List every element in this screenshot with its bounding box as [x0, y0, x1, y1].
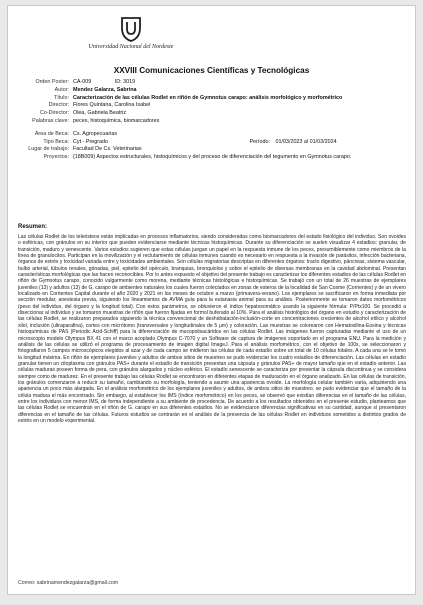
- director-label: Director:: [48, 102, 69, 109]
- poster-metadata: [13, 79, 411, 162]
- resumen-heading: Resumen:: [18, 224, 48, 230]
- meta-row-tipo: [13, 139, 411, 145]
- university-crest-icon: [120, 16, 142, 42]
- tipo-label: Tipo Beca:: [43, 138, 69, 145]
- autor-value: Mendez Galarza, Sabrina: [73, 86, 137, 93]
- autor-label: Autor:: [54, 86, 69, 93]
- document-page: [7, 5, 416, 595]
- meta-row-director: [13, 102, 411, 108]
- meta-row-autor: [13, 87, 411, 93]
- meta-row-palabras: [13, 118, 411, 124]
- meta-row-proyectos: [13, 154, 411, 160]
- lugar-label: Lugar de trabajo:: [28, 146, 69, 153]
- meta-row-codirector: [13, 110, 411, 116]
- poster-id: ID: 3019: [114, 79, 136, 85]
- palabras-label: Palabras clave:: [32, 117, 69, 124]
- meta-row-lugar: [13, 146, 411, 152]
- orden-value: CA-009: [73, 79, 92, 85]
- titulo-value: Caracterización de las células Rodlet en riñón de Gymnotus carapo: análisis morfológico y morfométrico: [73, 94, 343, 101]
- proyectos-value: (18B009) Aspectos estructurales, histoquímicos y del proceso de diferenciación del tegumento en Gymnotus carapo.: [73, 154, 352, 161]
- orden-label: Orden Poster:: [35, 79, 69, 85]
- university-logo: [86, 16, 176, 62]
- tipo-value: Cyt - Pregrado: [73, 138, 109, 145]
- area-value: Cs. Agropecuarias: [73, 130, 118, 137]
- codirector-label: Co-Director:: [39, 110, 69, 117]
- proyectos-label: Proyectos:: [43, 154, 69, 161]
- conference-title: XXVIII Comunicaciones Científicas y Tecnológicas: [113, 66, 310, 75]
- contact-email: Correo: sabrinamendezgalarza@gmail.com: [18, 580, 119, 586]
- codirector-value: Olea, Gabriela Beatriz: [73, 110, 127, 117]
- resumen-body: Las células Rodlet de los teleósteos están implicadas en procesos inflamatorios, siendo consideradas como biomarcadores del estado fisiológico del individuo. Son ovoides o esféricas, con gránulos en su interior que pueden evidenciarse mediante técnicas histoquímicas. Durante su diferenciación se suelen visualizar 4 estadios: granular, de transición, maduro y senescente. Varios estudios sugieren que estas células juegan un papel en la respuesta inmune de los peces, presumiblemente como miembros de la línea de granulocitos. Participan en la movilización y el reclutamiento de células inmunes cuando es necesario en respuesta a la invasión de parásitos, infección bacteriana, órganos de estrés y toxicidad variada entre y toxicidades ambientales. Son células migratorias descriptas en diferentes órganos: tracto digestivo, páncreas, sistema vascular, bulbo arterial, túbulos renales, gónadas, piel, epitelio del opérculo, branquias, bronquiolos y sobre el epitelio de diversas membranas en la cavidad abdominal. Presentan características morfológicas que las hacen reconocibles. Por lo antes expuesto el objetivo del presente trabajo es caracterizar los diferentes estadios de las células Rodlet en riñón de Gymnotus carapo, conocido vulgarmente como morena, mediante técnicas histológicas e histoquímicas. Se trabajó con un total de 26 muestras de ejemplares juveniles (13) y adultos (13) de G. carapo de ambientes naturales los cuales fueron colectados en zonas de esteros de la localidad de San Cosme (Corrientes) y de un vivero localizado en Corrientes Capital durante el año 2020 y 2021 en los meses de octubre a marzo (primavera-verano). Los ejemplares se sacrificaron en forma inmediata por sección medular, anestesia previa, siguiendo los lineamientos de AVMA guía para la eutanasia animal para su análisis. Posteriormente se tomaron datos morfométricos (peso del individuo, del órgano y la longitud total). Con estos parámetros, se obtuvieron el índice hepatosomático usando la siguiente fórmula: P/Ptx100. Se procedió a diseccionar al individuo y se tomaron muestras de riñón que fueron fijadas en formol buferado al 10%. Para el análisis histológico del órgano en estudio y caracterización de las células Rodlet, se realizaron preparados siguiendo la técnica convencional de deshidratación-inclusión-corte en concentraciones crecientes de alcohol etílico y alcohol xilol, inclusión (ultraparafina), cortes con micrótomo (transversales y longitudinales de 5 µm) y coloración. Las muestras se colorearon con Hematoxilina-Eosina y técnicas histoquímicas de PAS (Periodic Acid-Schiff) para la diferenciación de mucopolisacáridos en las células Rodlet. Las imágenes fueron capturadas mediante el uso de un microscopio modelo Olympus BX 41 con el marco acoplado Olympus C-7070 y un Software de captura de imágenes soportado en el programa ENU. Para la medición y análisis de las células se utilizó el programa de procesamiento de imagen digital ImageJ. Para el análisis morfométrico, con el objetivo de 100x, se seleccionaron y fotografiaron 5 campos microscópicos elegidos al azar y de cada campo se midieron las células de cada estadío sobre un total de 10 células totales. A cada una se le tomó la longitud máxima. En riñón de ejemplares juveniles y adultos de ambos sitios de muestreo se pudo evidenciar los cuatro estadios de diferenciación. Las células en estadio granular tienen un citoplasma con gránulos PAS+ durante el estadío de transición presentan una cápsula y gránulos PAS+ de mayor tamaño que en el estadío anterior. Las células maduras poseen forma de pera, con gránulos alargados y núcleo esférico. El estadío senescente se caracteriza por presentar la cápsula discontinua y se considera siempre como de madurez. En el presente trabajo las células Rodlet se encontraron en diferentes etapas de maduración en el órgano analizado. En las células de transición, los gránulos comenzaron a reducir su tamaño, cambiando su morfología, teniendo a asumir una apariencia ovoide. La morfología celular también varía, adquiriendo una apariencia un poco más alargada. En el análisis morfométrico de los ejemplares juveniles y adultos, de ambos sitios de muestreo, se pudo evidenciar que el tamaño de la célula madura el más encontrado. Sin embargo, al establecer los IMS (índice morfométrico) en los peces, se observó que existían diferencias en el tamaño de las células, entre los individuos con menor IMS, de forma independiente a su ambiente de procedencia. De acuerdo a los resultados obtenidos en el presente estudio, planteamos que las células Rodlet se encuentran en el riñón de G. carapo en sus diferentes estadios. No se evidenciaron diferencias significativas en su cantidad, aunque sí presentaron diferencias en el tamaño de las células. Futuros estudios se centrarán en el análisis de la presencia de las células Rodlet en individuos sometidos a distintos grados de estrés en un modelo experimental.: [18, 234, 406, 424]
- titulo-label: Título:: [54, 94, 69, 101]
- palabras-value: peces, histoquímica, biomarcadores: [73, 117, 160, 124]
- lugar-value: Facultad De Cs. Veterinarias: [73, 146, 142, 153]
- periodo-label: Período:: [249, 138, 270, 145]
- meta-row-area: [13, 131, 411, 137]
- periodo-value: 01/03/2023 al 01/03/2024: [275, 138, 337, 145]
- area-label: Área de Beca:: [34, 130, 69, 137]
- meta-row-titulo: [13, 95, 411, 101]
- university-name: Universidad Nacional del Nordeste: [88, 44, 174, 50]
- director-value: Flores Quintana, Carolina Isabel: [73, 102, 151, 109]
- meta-row-orden: [13, 79, 411, 85]
